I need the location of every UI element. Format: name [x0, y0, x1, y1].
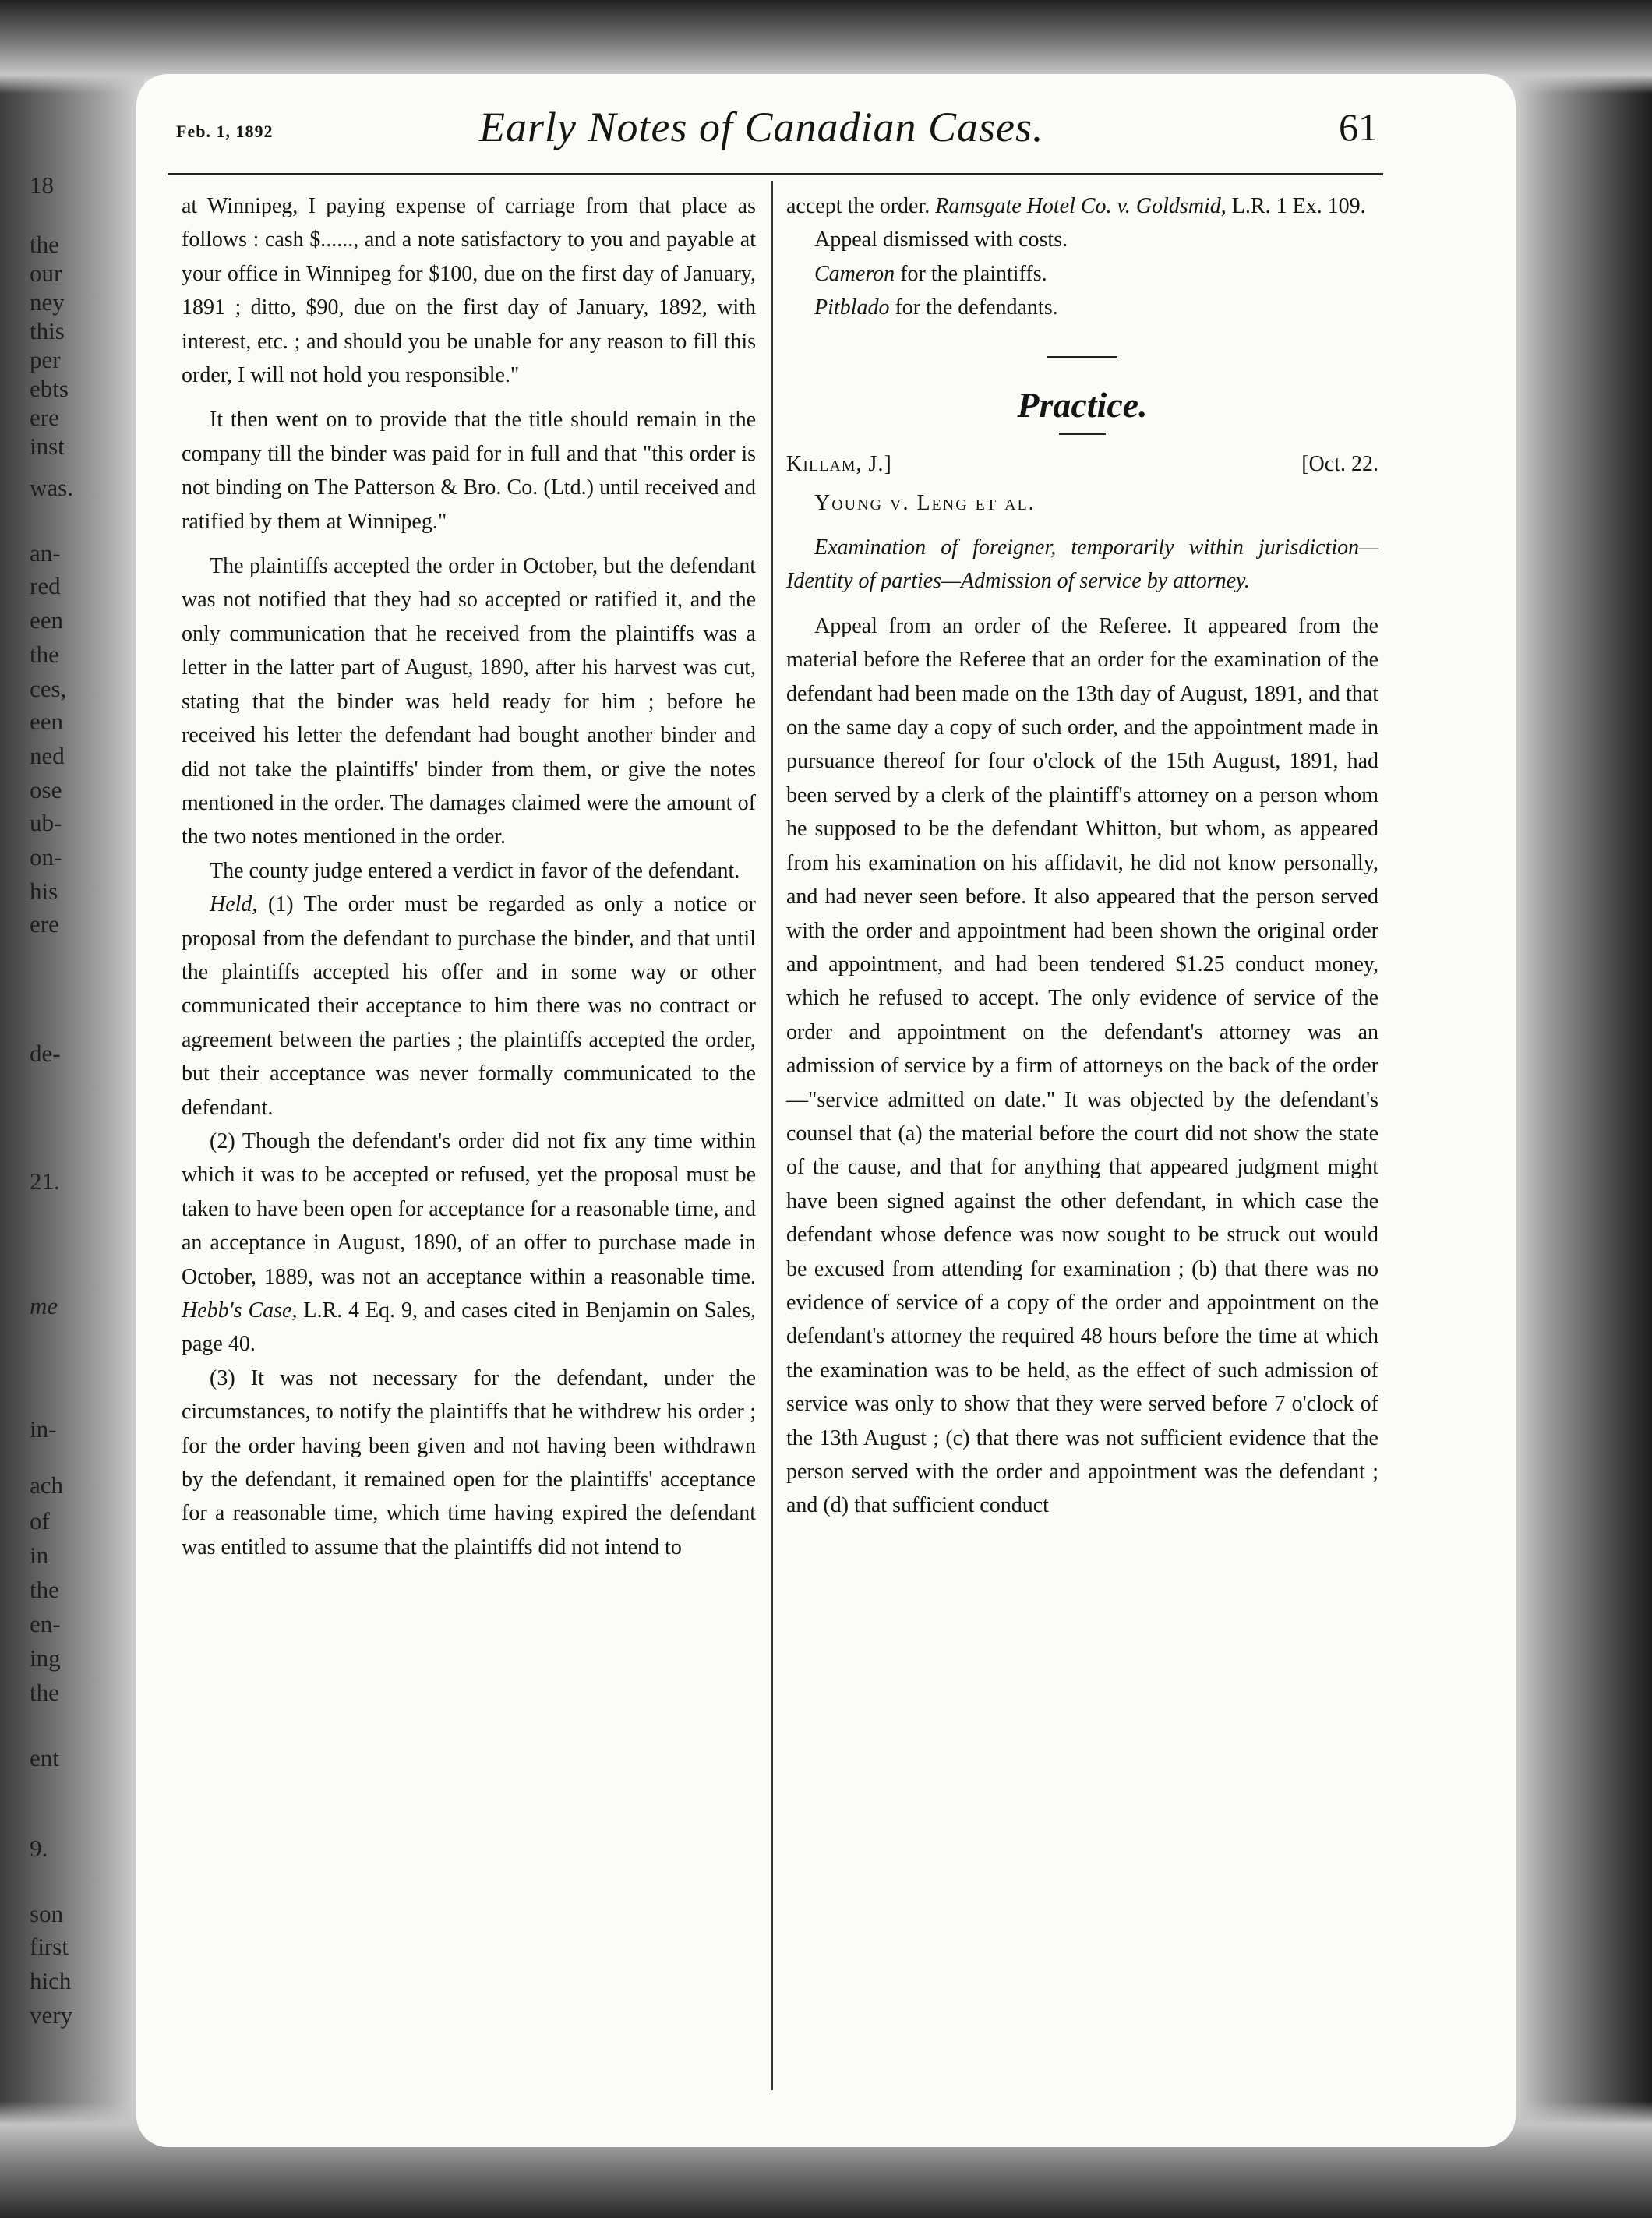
paragraph — [182, 888, 756, 1125]
margin-fragment: son — [30, 1900, 64, 1927]
paragraph-text: accept the order. — [786, 194, 930, 218]
margin-fragment: this — [30, 317, 65, 344]
margin-fragment: of — [30, 1507, 50, 1535]
page-number: 61 — [1339, 105, 1378, 149]
headnote: Examination of foreigner, temporarily within jurisdiction—Identity of parties—Admission of service by attorney. — [786, 535, 1378, 594]
margin-fragment: inst — [30, 433, 65, 460]
counsel-plaintiffs — [786, 257, 1378, 291]
margin-fragment: en- — [30, 1610, 61, 1637]
right-column — [786, 189, 1378, 1534]
margin-fragment: ent — [30, 1744, 59, 1771]
margin-fragment: ing — [30, 1644, 61, 1672]
margin-fragment: his — [30, 878, 58, 905]
margin-fragment: in — [30, 1542, 49, 1569]
margin-fragment: very — [30, 2001, 73, 2029]
counsel-text: for the defendants. — [889, 295, 1058, 320]
header-rule — [168, 173, 1383, 175]
paragraph-text: (2) Though the defendant's order did not fix any time within which it was to be accepted or refused, yet the proposal must be taken to have been open for acceptance for a reasonable time, and an acceptance in August, 1890, of an offer to purchase made in October, 1889, was not an acceptance within a reasonable time. — [182, 1128, 756, 1289]
margin-fragment: ere — [30, 910, 59, 938]
margin-fragment: first — [30, 1933, 69, 1960]
case-name: Young v. Leng et al. — [814, 490, 1036, 515]
judge-name: Killam, J.] — [786, 451, 892, 476]
scan-shadow-right — [1504, 0, 1652, 2218]
held-label: Held, — [210, 892, 258, 917]
counsel-name: Cameron — [814, 261, 895, 286]
section-separator — [1047, 356, 1117, 358]
margin-fragment: in- — [30, 1415, 57, 1443]
court-line — [786, 447, 1378, 486]
margin-fragment: ned — [30, 742, 65, 769]
margin-fragment: the — [30, 1576, 59, 1603]
margin-fragment: 9. — [30, 1835, 48, 1862]
paragraph: at Winnipeg, I paying expense of carriage from that place as follows : cash $......, and a note satisfactory to you and payable at your office in Winnipeg for $100, due on the first day of January, 1891 ; ditto, $90, due on the first day of January, 1892, with interest, etc. ; and should you be unable for any reason to fill this order, I will not hold you responsible." — [182, 194, 756, 388]
title-underline — [1059, 433, 1106, 435]
section-title: Practice. — [1017, 384, 1148, 425]
margin-fragment: our — [30, 260, 62, 287]
previous-page-margin — [30, 0, 123, 2218]
paragraph-text: L.R. 4 Eq. 9, and cases cited in Benjamin on Sales, page 40. — [182, 1298, 756, 1357]
margin-fragment: een — [30, 708, 64, 735]
margin-fragment: me — [30, 1292, 58, 1319]
column-divider — [771, 181, 773, 2090]
margin-fragment: per — [30, 346, 61, 373]
paragraph: It then went on to provide that the title should remain in the company till the binder was paid for in full and that "this order is not binding on The Patterson & Bro. Co. (Ltd.) until received and ratified by them at Winnipeg." — [182, 408, 756, 534]
margin-fragment: was. — [30, 474, 73, 501]
counsel-name: Pitblado — [814, 295, 890, 320]
margin-fragment: een — [30, 606, 64, 634]
paragraph-text: L.R. 1 Ex. 109. — [1226, 194, 1366, 218]
running-date: Feb. 1, 1892 — [176, 122, 274, 141]
margin-fragment: ces, — [30, 675, 67, 702]
paragraph: Appeal from an order of the Referee. It appeared from the material before the Referee that an order for the examination of the defendant had been made on the 13th day of August, 1891, and that on the same day a copy of such order, and the appointment made in pursuance thereof for four o'clock of the 15th August, 1891, had been served by a clerk of the plaintiff's attorney on a person whom he supposed to be the defendant Whitton, but whom, as appeared from his examination on his affidavit, he did not know personally, and had never seen before. It also appeared that the person served with the order and appointment had been shown the original order and appointment, and had been tendered $1.25 conduct money, which he refused to accept. The only evidence of service of the order and appointment on the defendant's attorney was an admission of service by a firm of attorneys on the back of the order—"service admitted on date." It was objected by the defendant's counsel that (a) the material before the court did not show the state of the cause, and that for anything that appeared judgment might have been signed against the other defendant, in which case the defendant whose defence was now sought to be struck out would be excused from attending for examination ; (b) that there was no evidence of service of a copy of the order and appointment on the defendant's attorney the required 48 hours before the time at which the examination was to be held, as the effect of such admission of service was only to show that they were served before 7 o'clock of the 13th August ; (c) that there was not sufficient evidence that the person served with the order and appointment was the defendant ; and (d) that sufficient conduct — [786, 613, 1378, 1518]
case-citation: Ramsgate Hotel Co. v. Goldsmid, — [935, 194, 1227, 218]
paragraph: The plaintiffs accepted the order in October, but the defendant was not notified that they had so accepted or ratified it, and the only communication that he received from the plaintiffs was a letter in the latter part of August, 1890, after his harvest was cut, stating that the binder was held ready for him ; before he received his letter the defendant had bought another binder and did not take the plaintiffs' binder from them, or give the notes mentioned in the order. The damages claimed were the amount of the two notes mentioned in the order. — [182, 554, 756, 849]
margin-fragment: the — [30, 641, 59, 668]
margin-fragment: ose — [30, 776, 62, 803]
result-line: Appeal dismissed with costs. — [814, 228, 1068, 253]
left-column — [182, 189, 756, 1564]
margin-fragment: de- — [30, 1040, 61, 1067]
paragraph-text: (1) The order must be regarded as only a notice or proposal from the defendant to purchase the binder, and that until the plaintiffs accepted his offer and in some way or other communicated their acceptance to him there was no contract or agreement between the parties ; the plaintiffs accepted the order, but their acceptance was never formally communicated to the defendant. — [182, 892, 756, 1120]
margin-fragment: an- — [30, 539, 61, 567]
margin-fragment: red — [30, 572, 61, 599]
margin-fragment: the — [30, 231, 59, 258]
margin-fragment: ach — [30, 1471, 64, 1499]
margin-fragment: on- — [30, 843, 62, 871]
counsel-text: for the plaintiffs. — [895, 261, 1047, 286]
margin-fragment: ub- — [30, 809, 62, 836]
margin-fragment: hich — [30, 1967, 72, 1994]
paragraph: The county judge entered a verdict in favor of the defendant. — [210, 858, 740, 883]
margin-fragment: 21. — [30, 1167, 60, 1195]
margin-fragment: the — [30, 1679, 59, 1706]
margin-fragment: ebts — [30, 375, 69, 402]
paragraph — [786, 189, 1378, 223]
paragraph — [182, 1125, 756, 1362]
decision-date: [Oct. 22. — [1301, 451, 1378, 476]
margin-fragment: 18 — [30, 171, 54, 199]
margin-fragment: ere — [30, 404, 59, 431]
margin-fragment: ney — [30, 288, 65, 316]
running-title: Early Notes of Canadian Cases. — [479, 104, 1044, 150]
paragraph: (3) It was not necessary for the defendant, under the circumstances, to notify the plaintiffs that he withdrew his order ; for the order having been given and not having been withdrawn by the defendant, it remained open for the plaintiffs' acceptance for a reasonable time, which time having expired the defendant was entitled to assume that the plaintiffs did not intend to — [182, 1365, 756, 1559]
case-citation: Hebb's Case, — [182, 1298, 298, 1323]
counsel-defendants — [786, 291, 1378, 324]
